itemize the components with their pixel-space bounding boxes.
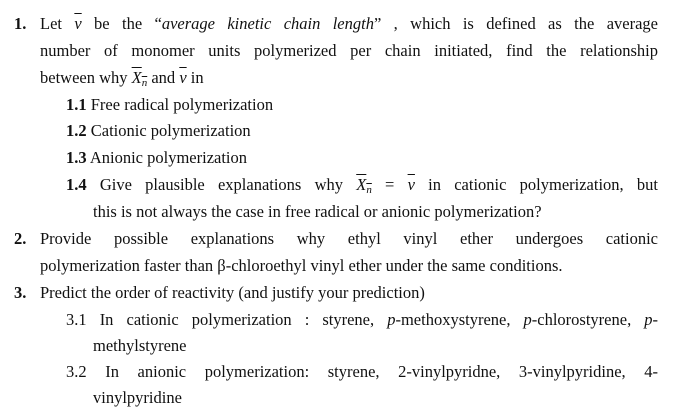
question-3-1-line-1: 3.1 In cationic polymerization : styrene, p-methoxystyrene, p-chlorostyrene, p-	[66, 310, 659, 329]
question-1-line-3: between why $X_n$ and $\overline{v}$ in	[40, 68, 204, 89]
question-3-2-line-1: 3.2 In anionic polymerization: styrene, 2-vinylpyridne, 3-vinylpyridine, 4-	[66, 362, 659, 381]
question-1-4-line-2: this is not always the case in free radical or anionic polymerization?	[93, 202, 542, 221]
v-bar-symbol: $\overline{v}$	[407, 175, 415, 194]
question-1-4-line-1: 1.4 Give plausible explanations why $X_n = \overline{v}$ in cationic polymerization, but	[66, 175, 658, 196]
question-1-number: 1.	[14, 14, 27, 33]
question-2-line-2: polymerization faster than β-chloroethyl vinyl ether under the same conditions.	[40, 256, 563, 275]
question-3-2-line-2: vinylpyridine	[93, 388, 182, 407]
question-1-line-1: Let $\overline{v}$ be the “average kinetic chain length” , which is defined as the average	[40, 14, 658, 33]
xn-bar-symbol: $X_n$	[131, 68, 148, 89]
v-bar-symbol: $\overline{v}$	[179, 68, 187, 87]
question-1-3: 1.3 Anionic polymerization	[66, 148, 248, 167]
question-3-number: 3.	[14, 283, 27, 302]
question-1-line-2: number of monomer units polymerized per chain initiated, find the relationship	[40, 41, 658, 60]
question-1-1: 1.1 Free radical polymerization	[66, 95, 274, 114]
question-3-line-1: Predict the order of reactivity (and justify your prediction)	[40, 283, 425, 302]
question-1-2: 1.2 Cationic polymerization	[66, 121, 251, 140]
v-bar-symbol: $\overline{v}$	[74, 14, 82, 33]
question-2-number: 2.	[14, 229, 27, 248]
question-2-line-1: Provide possible explanations why ethyl vinyl ether undergoes cationic	[40, 229, 658, 248]
question-3-1-line-2: methylstyrene	[93, 336, 187, 355]
xn-bar-symbol: $X_n$	[356, 175, 372, 196]
